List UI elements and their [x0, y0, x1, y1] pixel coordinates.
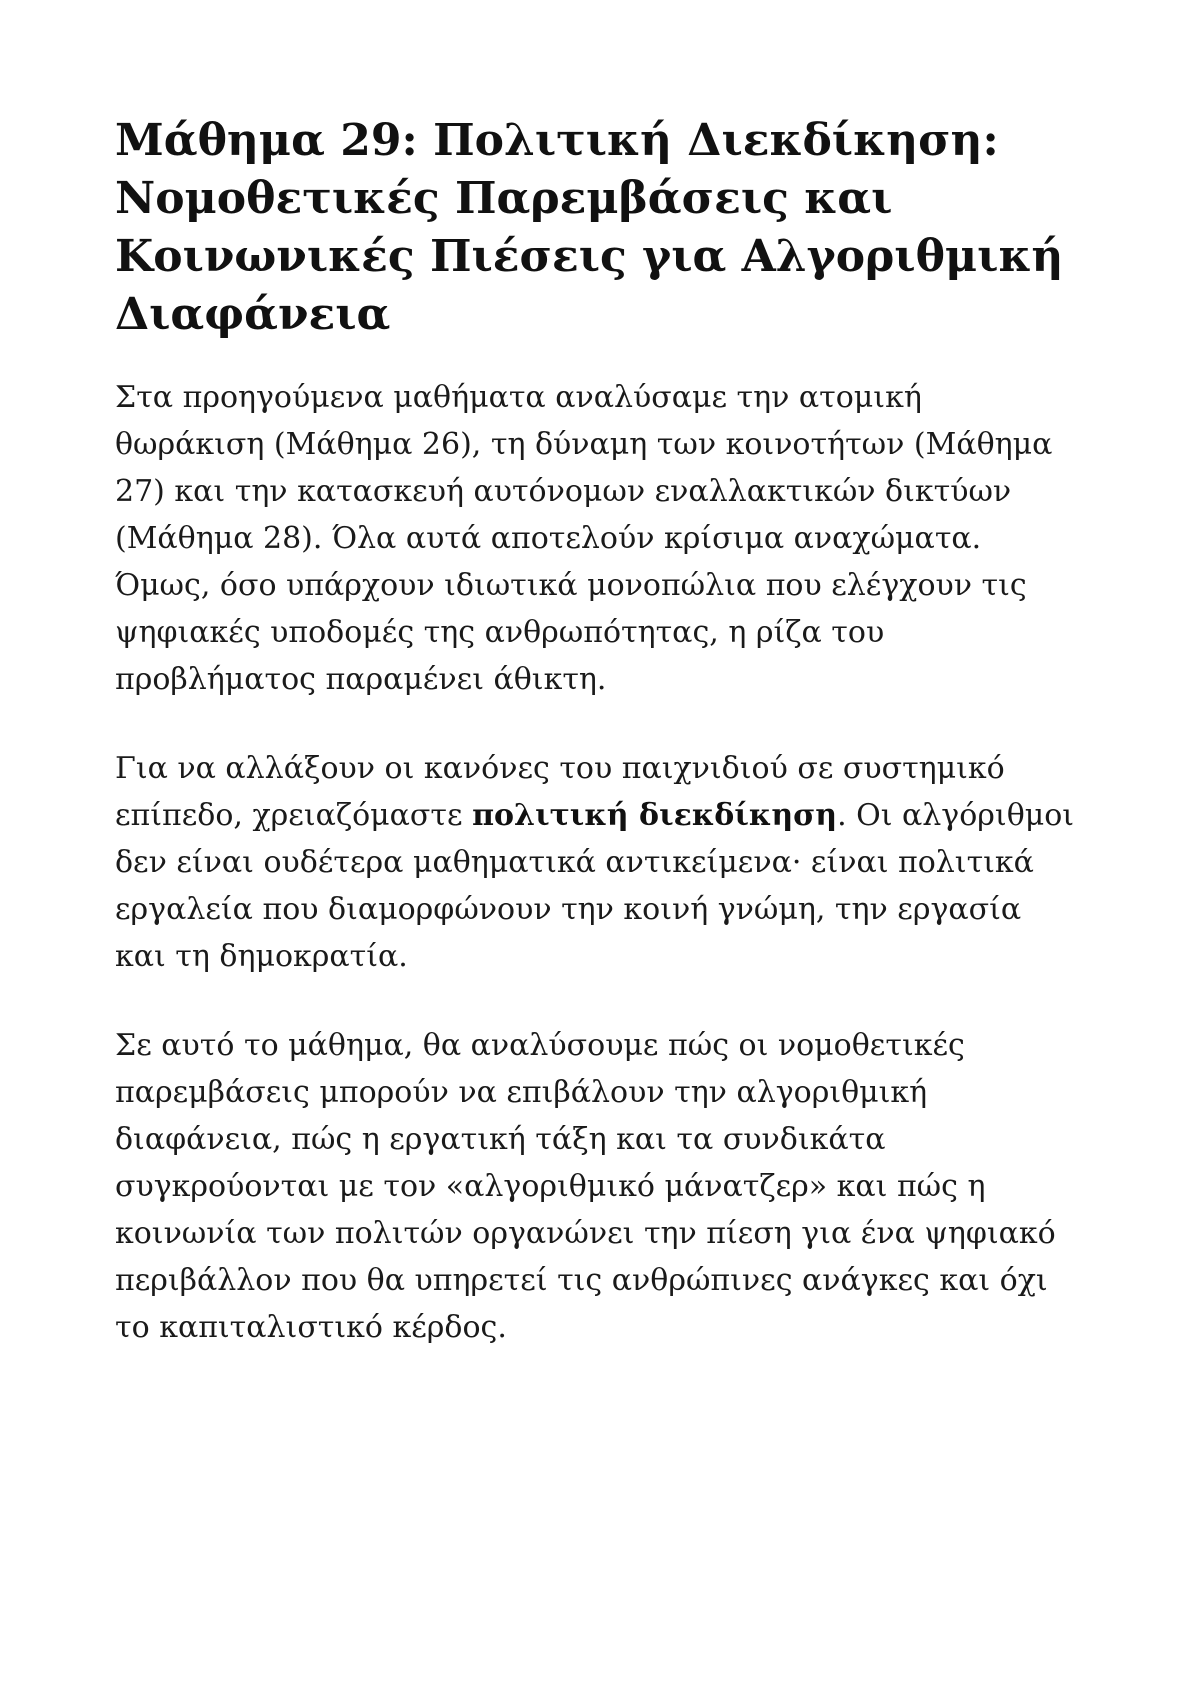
- document-page: [115, 112, 1075, 1393]
- advocacy-text-before: Για να αλλάξουν οι κανόνες του παιχνιδιού σε συστημικό επίπεδο, χρειαζόμαστε: [115, 751, 1005, 833]
- lesson-overview-paragraph: Σε αυτό το μάθημα, θα αναλύσουμε πώς οι νομοθετικές παρεμβάσεις μπορούν να επιβάλουν την αλγοριθμική διαφάνεια, πώς η εργατική τάξη και τα συνδικάτα συγκρούονται με τον «αλγοριθμικό μάνατζερ» και πώς η κοινωνία των πολιτών οργανώνει την πίεση για ένα ψηφιακό περιβάλλον που θα υπηρετεί τις ανθρώπινες ανάγκες και όχι το καπιταλιστικό κέρδος.: [115, 1028, 1056, 1345]
- political-advocacy-emphasis: πολιτική διεκδίκηση: [472, 798, 838, 833]
- advocacy-paragraph: [115, 745, 1075, 980]
- advocacy-text-after: . Οι αλγόριθμοι δεν είναι ουδέτερα μαθηματικά αντικείμενα· είναι πολιτικά εργαλεία που διαμορφώνουν την κοινή γνώμη, την εργασία και τη δημοκρατία.: [115, 798, 1075, 974]
- lesson-title: Μάθημα 29: Πολιτική Διεκδίκηση: Νομοθετικές Παρεμβάσεις και Κοινωνικές Πιέσεις για Αλγοριθμική Διαφάνεια: [115, 115, 1064, 340]
- intro-paragraph: Στα προηγούμενα μαθήματα αναλύσαμε την ατομική θωράκιση (Μάθημα 26), τη δύναμη των κοινοτήτων (Μάθημα 27) και την κατασκευή αυτόνομων εναλλακτικών δικτύων (Μάθημα 28). Όλα αυτά αποτελούν κρίσιμα αναχώματα. Όμως, όσο υπάρχουν ιδιωτικά μονοπώλια που ελέγχουν τις ψηφιακές υποδομές της ανθρωπότητας, η ρίζα του προβλήματος παραμένει άθικτη.: [115, 380, 1053, 697]
